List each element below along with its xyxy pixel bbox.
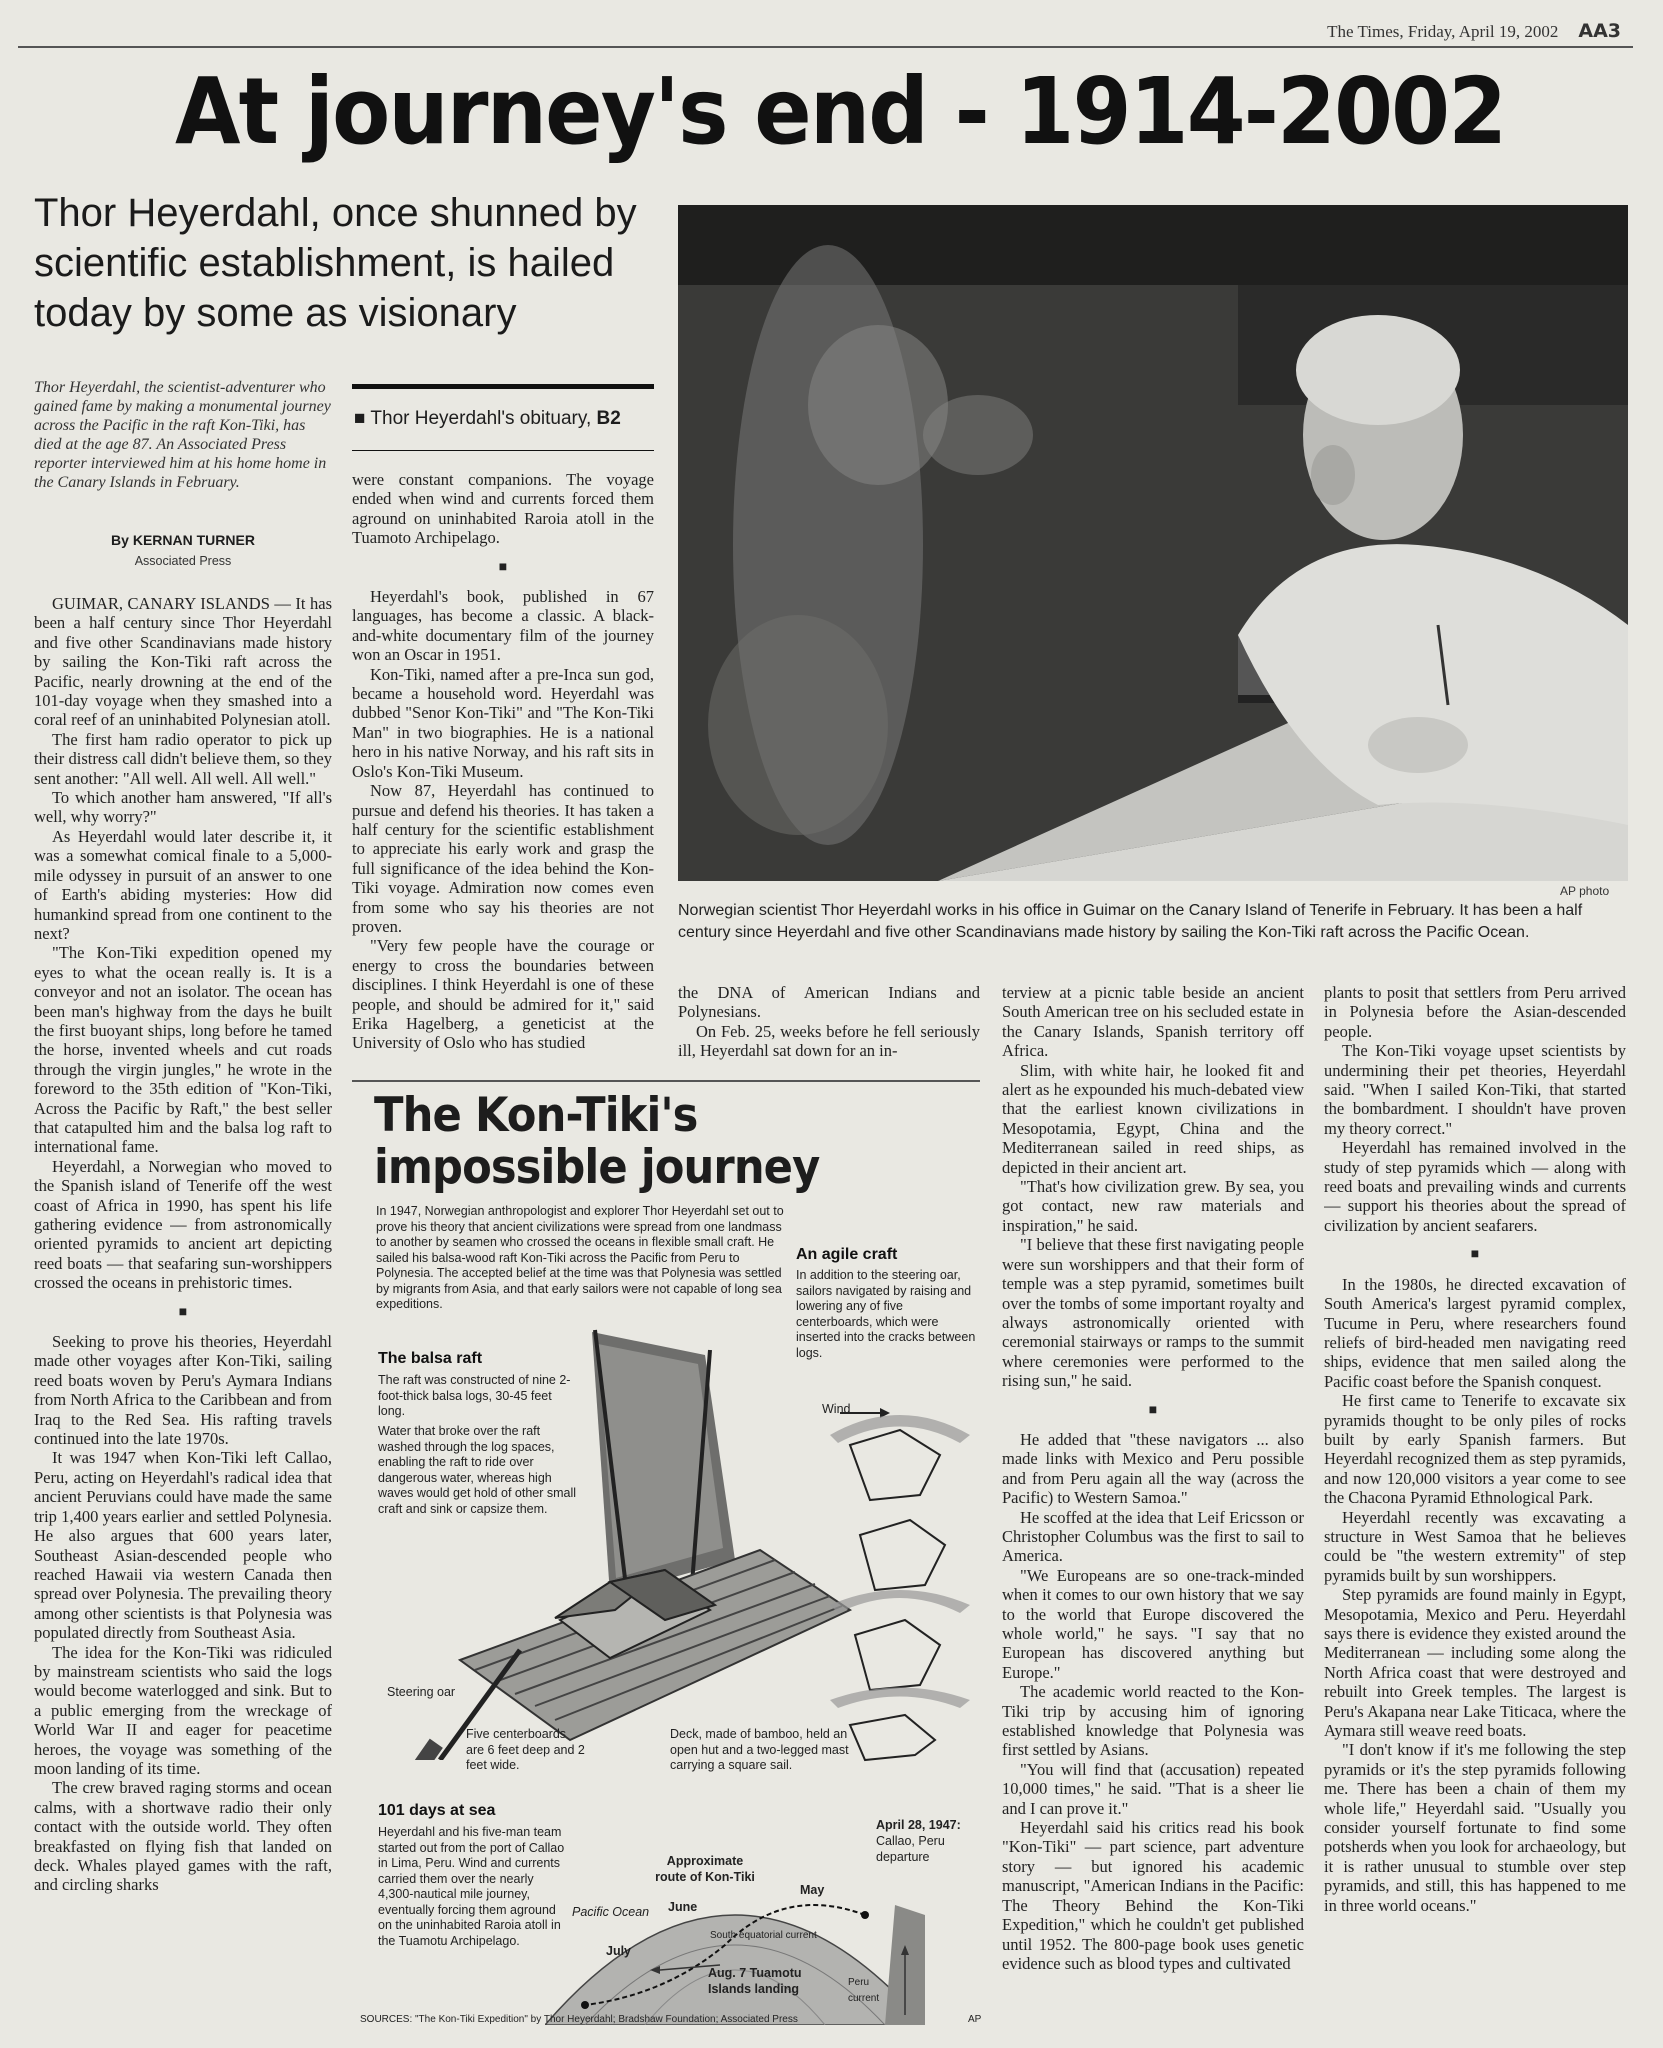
photo-caption: Norwegian scientist Thor Heyerdahl works in his office in Guimar on the Canary Island of Tenerife in February. It has been a half century since Heyerdahl and five other Scandinavians made history by sailing the Kon-Tiki raft across the Pacific Ocean. <box>678 902 1583 941</box>
article-column-1 <box>34 594 332 2034</box>
section-bullet: ■ <box>1148 1402 1158 1418</box>
month-july-label: July <box>606 1944 632 1958</box>
article-column-3 <box>678 983 980 1061</box>
centerboards-label: Five centerboards are 6 feet deep and 2 feet wide. <box>466 1727 585 1772</box>
paragraph: "You will find that (accusation) repeated 10,000 times," he said. "That is a sheer lie and I can prove it." <box>1002 1759 1304 1818</box>
paragraph: the DNA of American Indians and Polynesians. <box>678 983 980 1022</box>
pacific-ocean-label: Pacific Ocean <box>572 1905 650 1919</box>
section-bullet: ■ <box>498 559 508 575</box>
paragraph: Seeking to prove his theories, Heyerdahl made other voyages after Kon-Tiki, sailing reed boats woven by Peru's Aymara Indians from North Africa to the Caribbean and from Iraq to the Red Sea. His rafting travels continued into the late 1970s. <box>34 1332 332 1449</box>
obituary-reference[interactable]: ■ Thor Heyerdahl's obituary, B2 <box>354 408 621 429</box>
photo-credit: AP photo <box>1560 884 1610 898</box>
paragraph: Slim, with white hair, he looked fit and alert as he expounded his much-debated view that the earliest known civilizations in Mesopotamia, Egypt, China and the Mediterranean sailed in reed ships, as depicted in their ancient art. <box>1002 1060 1304 1177</box>
paragraph: terview at a picnic table beside an ancient South American tree on his secluded estate in the Canary Islands, Spanish territory off Africa. <box>1002 983 1304 1061</box>
paragraph: Heyerdahl said his critics read his book "Kon-Tiki" — part science, part adventure story — but ignored his academic manuscript, "American Indians in the Pacific: The Theory Behind the Kon-Tiki Expedition," which he couldn't get published until 1952. The 800-page book uses genetic evidence such as blood types and cultivated <box>1002 1818 1304 1973</box>
paragraph: "I don't know if it's me following the step pyramids or it's the step pyramids following me. There has been a chain of them my whole life," Heyerdahl said. "Usually you consider yourself fortunate to find some potsherds when you look for archaeology, but it is rather unusual to stumble over step pyramids, and still, this has happened to me in three world oceans." <box>1324 1740 1626 1915</box>
article-column-4 <box>1002 983 1304 2033</box>
paragraph: The Kon-Tiki voyage upset scientists by undermining their pet theories, Heyerdahl said. "When I sailed Kon-Tiki, that started the bombardment. I shouldn't have proven my theory correct." <box>1324 1041 1626 1138</box>
balsa-raft-title: The balsa raft <box>378 1350 483 1367</box>
month-june-label: June <box>668 1900 698 1914</box>
route-label: Approximate route of Kon-Tiki <box>655 1854 755 1884</box>
deck-label: Deck, made of bamboo, held an open hut and a two-legged mast carrying a square sail. <box>670 1727 849 1772</box>
newspaper-dateline: The Times, Friday, April 19, 2002 <box>1327 22 1559 41</box>
paragraph: "That's how civilization grew. By sea, you got contact, new raw materials and inspiration," he said. <box>1002 1177 1304 1235</box>
page-number: AA3 <box>1578 20 1621 42</box>
balsa-raft-text-2: Water that broke over the raft washed through the log spaces, enabling the raft to ride over dangerous water, whereas high waves would get hold of other small craft and sink or capsize them. <box>378 1424 577 1516</box>
paragraph: He first came to Tenerife to excavate six pyramids thought to be only piles of rocks built by early Spanish farmers. But Heyerdahl recognized them as step pyramids, and now 120,000 visitors a year come to see the Chacona Pyramid Ethnological Park. <box>1324 1391 1626 1508</box>
paragraph: were constant companions. The voyage ended when wind and currents forced them aground on uninhabited Raroia atoll in the Tuamoto Archipelago. <box>352 470 654 548</box>
paragraph: GUIMAR, CANARY ISLANDS — It has been a half century since Thor Heyerdahl and five other Scandinavians made history by sailing the Kon-Tiki raft across the Pacific, nearly drowning at the end of the 101-day voyage when they smashed into a coral reef of an uninhabited Polynesian atoll. <box>34 594 332 730</box>
graphic-top-rule <box>352 1080 980 1082</box>
obit-rule-bottom <box>352 450 654 451</box>
page-header-text <box>1327 20 1621 42</box>
peru-current-label: Peru current <box>848 1977 880 2004</box>
paragraph: To which another ham answered, "If all's well, why worry?" <box>34 788 332 827</box>
paragraph: "Very few people have the courage or energy to cross the boundaries between disciplines. I think Heyerdahl is one of these people, and should be admired for it," said Erika Hagelberg, a geneticist at the University of Oslo who has studied <box>352 936 654 1053</box>
current-label: South equatorial current <box>710 1930 817 1941</box>
agile-craft-title: An agile craft <box>796 1246 898 1263</box>
paragraph: Kon-Tiki, named after a pre-Inca sun god, became a household word. Heyerdahl was dubbed "Senor Kon-Tiki" and "The Kon-Tiki Man" in two biographies. He is a national hero in his native Norway, and his raft sits in Oslo's Kon-Tiki Museum. <box>352 664 654 781</box>
graphic-intro: In 1947, Norwegian anthropologist and explorer Thor Heyerdahl set out to prove his theory that ancient civilizations were spread from one landmass to another by seamen who crossed the oceans in flexible small craft. He sailed his balsa-wood raft Kon-Tiki across the Pacific from Peru to Polynesia. The accepted belief at the time was that Polynesia was settled by migrants from Asia, and that early sailors were not capable of long sea expeditions. <box>376 1204 784 1311</box>
agile-craft-text: In addition to the steering oar, sailors navigated by raising and lowering any of five centerboards, which were inserted into the cracks between logs. <box>796 1268 976 1360</box>
paragraph: plants to posit that settlers from Peru arrived in Polynesia before the Asian-descended people. <box>1324 983 1626 1041</box>
article-column-5 <box>1324 983 1626 2033</box>
paragraph: Now 87, Heyerdahl has continued to pursue and defend his theories. It has taken a half century for the scientific establishment to appreciate his early work and grasp the full significance of the idea behind the Kon-Tiki voyage. Admiration now comes even from some who say his theories are not proven. <box>352 781 654 936</box>
departure-date: April 28, 1947: <box>876 1818 961 1832</box>
departure-place: Callao, Peru departure <box>876 1834 945 1864</box>
byline: By KERNAN TURNER <box>111 532 255 548</box>
paragraph: Heyerdahl has remained involved in the study of step pyramids which — along with reed boats and prevailing winds and currents — support his theories about the spread of civilization by ancient seafarers. <box>1324 1138 1626 1235</box>
paragraph: He scoffed at the idea that Leif Ericsson or Christopher Columbus was the first to sail to America. <box>1002 1507 1304 1566</box>
bullet-icon: ■ <box>354 408 371 429</box>
paragraph: It was 1947 when Kon-Tiki left Callao, Peru, acting on Heyerdahl's radical idea that ancient Peruvians could have made the same trip 1,400 years earlier and settled Polynesia. He also argues that 600 years later, Southeast Asian-descended people who reached Hawaii via western Canada then spread over Polynesia. The prevailing theory among other scientists is that Polynesia was populated directly from Southeast Asia. <box>34 1448 332 1643</box>
paragraph: "I believe that these first navigating people were sun worshippers and that their form of temple was a step pyramid, sometimes built over the tombs of some important royalty and always astronomically oriented with ceremonial stairways or ramps to the summit where ceremonies were performed to the rising sun," he said. <box>1002 1235 1304 1391</box>
paragraph: The crew braved raging storms and ocean calms, with a shortwave radio their only contact with the outside world. They often breakfasted on flying fish that landed on deck. Whales played games with the raft, and circling sharks <box>34 1778 332 1895</box>
paragraph: The academic world reacted to the Kon-Tiki trip by accusing him of ignoring established knowledge that Polynesia was first settled by Asians. <box>1002 1682 1304 1760</box>
days-at-sea-title: 101 days at sea <box>378 1802 496 1819</box>
graphic-title: The Kon-Tiki's impossible journey <box>374 1088 820 1195</box>
paragraph: As Heyerdahl would later describe it, it was a somewhat comical finale to a 5,000-mile odyssey in pursuit of an answer to one of Earth's abiding mysteries: How did humankind spread from one continent to the next? <box>34 826 332 943</box>
paragraph: The first ham radio operator to pick up their distress call didn't believe them, so they sent another: "All well. All well. All well." <box>34 729 332 788</box>
balsa-raft-text-1: The raft was constructed of nine 2-foot-thick balsa logs, 30-45 feet long. <box>378 1373 571 1418</box>
graphic-sources: SOURCES: "The Kon-Tiki Expedition" by Thor Heyerdahl; Bradshaw Foundation; Associated Press <box>360 2014 798 2025</box>
paragraph: "The Kon-Tiki expedition opened my eyes to what the ocean really is. It is a conveyor and not an isolator. The ocean has been man's highway from the days he built the first buoyant ships, long before he tamed the horse, invented wheels and cut roads through the virgin jungles," he wrote in the foreword to the 35th edition of "Kon-Tiki, Across the Pacific by Raft," the best seller that catapulted him and the balsa log raft to international fame. <box>34 943 332 1157</box>
days-at-sea-text: Heyerdahl and his five-man team started out from the port of Callao in Lima, Peru. Wind and currents carried them over the nearly 4,300-nautical mile journey, eventually forcing them aground on the uninhabited Raroia atoll in the Tuamotu Archipelago. <box>378 1825 565 1948</box>
paragraph: Step pyramids are found mainly in Egypt, Mesopotamia, Mexico and Peru. Heyerdahl says there is evidence they existed around the Mediterranean — including some along the North Africa coast that were destroyed and rebuilt into Greek temples. The largest is Peru's Akapana near Lake Titicaca, where the Aymara still weave reed boats. <box>1324 1585 1626 1741</box>
paragraph: "We Europeans are so one-track-minded when it comes to our own history that we say to the world that Europe discovered the whole world," he says. "I say that no European has discovered anything but Europe." <box>1002 1565 1304 1682</box>
month-may-label: May <box>800 1883 825 1897</box>
byline-agency: Associated Press <box>134 554 232 568</box>
steering-oar-label: Steering oar <box>387 1685 456 1699</box>
wind-label: Wind <box>822 1402 851 1416</box>
heyerdahl-photo <box>678 205 1628 881</box>
subheadline: Thor Heyerdahl, once shunned by scientific establishment, is hailed today by some as visionary <box>34 191 637 335</box>
paragraph: On Feb. 25, weeks before he fell seriously ill, Heyerdahl sat down for an in- <box>678 1021 980 1061</box>
landing-label: Aug. 7 Tuamotu Islands landing <box>708 1966 802 1996</box>
photo-illustration <box>678 205 1628 881</box>
section-bullet: ■ <box>1470 1247 1480 1263</box>
paragraph: Heyerdahl's book, published in 67 languages, has become a classic. A black-and-white documentary film of the journey won an Oscar in 1951. <box>352 587 654 665</box>
article-column-2 <box>352 470 654 1070</box>
graphic-credit: AP <box>968 2014 982 2025</box>
centerboard-diagrams <box>820 1395 980 1765</box>
paragraph: Heyerdahl, a Norwegian who moved to the Spanish island of Tenerife off the west coast of Africa in 1990, has spent his life gathering evidence — from astronomically oriented pyramids to ancient art depicting reed boats — that seafaring sun-worshippers crossed the oceans in prehistoric times. <box>34 1156 332 1293</box>
paragraph: In the 1980s, he directed excavation of South America's largest pyramid complex, Tucume in Peru, where researchers found reliefs of bird-headed men navigating reed ships, evidence that men sailed along the Pacific coast before the Spanish conquest. <box>1324 1274 1626 1391</box>
section-bullet: ■ <box>178 1304 188 1320</box>
headline: At journey's end - 1914-2002 <box>175 58 1506 165</box>
paragraph: He added that "these navigators ... also made links with Mexico and Peru possible and from Peru again all the way (across the Pacific) to Western Samoa." <box>1002 1429 1304 1508</box>
paragraph: Heyerdahl recently was excavating a structure in West Samoa that he believes could be "the western extremity" of step pyramids built by sun worshippers. <box>1324 1507 1626 1585</box>
paragraph: The idea for the Kon-Tiki was ridiculed by mainstream scientists who said the logs would become waterlogged and sink. But to a public emerging from the wreckage of World War II and eager for peacetime heroes, the voyage was something of the moon landing of its time. <box>34 1642 332 1778</box>
obit-rule <box>352 384 654 389</box>
intro-blurb: Thor Heyerdahl, the scientist-adventurer who gained fame by making a monumental journey across the Pacific in the raft Kon-Tiki, has died at the age 87. An Associated Press reporter interviewed him at his home home in the Canary Islands in February. <box>34 379 331 491</box>
